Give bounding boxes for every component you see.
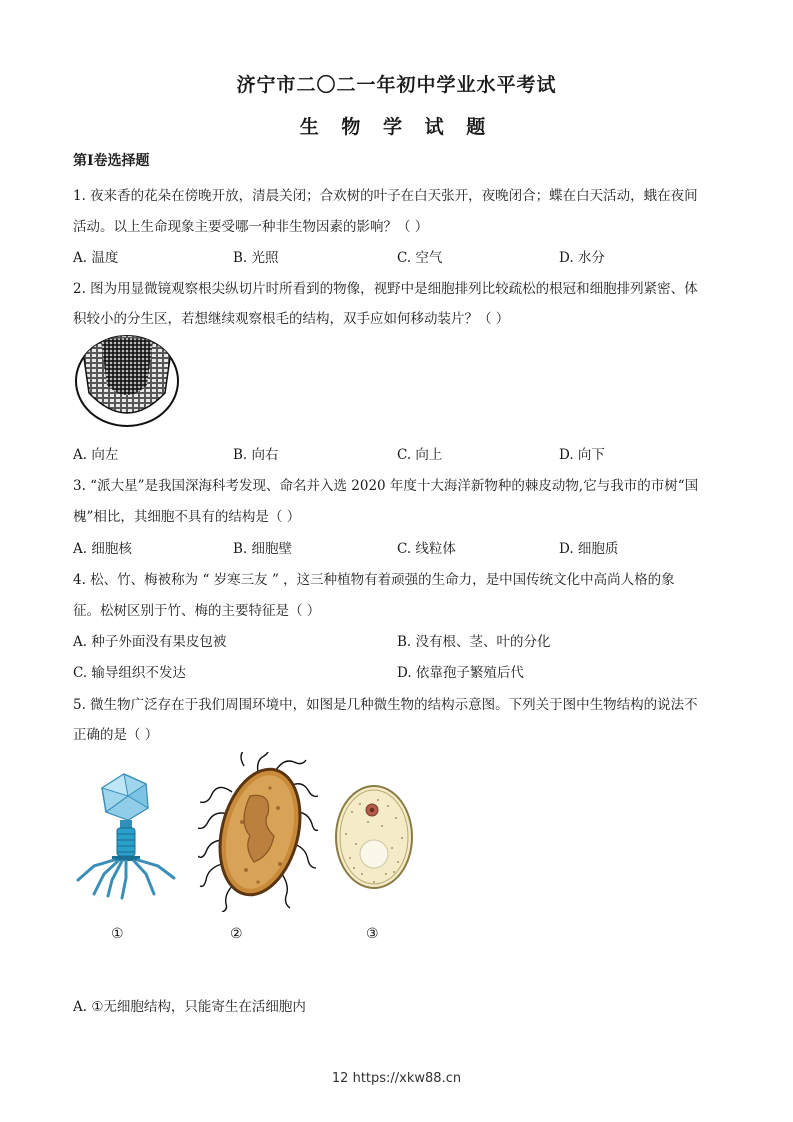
q4-option-c: C. 输导组织不发达 [73, 665, 186, 681]
q4-option-b: B. 没有根、茎、叶的分化 [397, 634, 551, 650]
q1-option-a: A. 温度 [73, 250, 119, 266]
q1-option-d: D. 水分 [559, 250, 605, 266]
root-tip-microscope-image [73, 333, 181, 429]
q4-option-d: D. 依靠孢子繁殖后代 [397, 665, 524, 681]
q1-option-b: B. 光照 [233, 250, 279, 266]
q3-text-line2: 槐”相比，其细胞不具有的结构是（ ） [73, 509, 301, 525]
q3-option-d: D. 细胞质 [559, 541, 619, 557]
q1-option-c: C. 空气 [397, 250, 443, 266]
q2-option-b: B. 向右 [233, 447, 279, 463]
figure-label-1: ① [111, 926, 124, 942]
page-footer: 12 https://xkw88.cn [331, 1071, 462, 1086]
figure-label-3: ③ [366, 926, 379, 942]
q5-option-a: A. ①无细胞结构，只能寄生在活细胞内 [73, 999, 306, 1015]
q1-text-line1: 1. 夜来香的花朵在傍晚开放，清晨关闭；合欢树的叶子在白天张开，夜晚闭合；蝶在白天活动，蛾在夜间 [73, 188, 698, 204]
q1-text-line2: 活动。以上生命现象主要受哪一种非生物因素的影响？（ ） [73, 219, 429, 235]
q2-text-line2: 积较小的分生区，若想继续观察根毛的结构，双手应如何移动装片？（ ） [73, 311, 510, 327]
figure-label-2: ② [230, 926, 243, 942]
q2-text-line1: 2. 图为用显微镜观察根尖纵切片时所看到的物像，视野中是细胞排列比较疏松的根冠和细胞排列紧密、体 [73, 281, 698, 297]
q4-text-line1: 4. 松、竹、梅被称为 “ 岁寒三友 ” ，这三种植物有着顽强的生命力，是中国传统文化中高尚人格的象 [73, 572, 675, 588]
q4-text-line2: 征。松树区别于竹、梅的主要特征是（ ） [73, 603, 321, 619]
q2-option-d: D. 向下 [559, 447, 605, 463]
exam-title: 济宁市二〇二一年初中学业水平考试 [236, 74, 557, 96]
bacterium-image [198, 752, 318, 912]
q3-text-line1: 3. “派大星”是我国深海科考发现、命名并入选 2020 年度十大海洋新物种的棘皮动物,它与我市的市树“国 [73, 478, 699, 494]
q2-option-c: C. 向上 [397, 447, 443, 463]
q4-option-a: A. 种子外面没有果皮包被 [73, 634, 227, 650]
yeast-cell-image [332, 782, 416, 892]
section-heading: 第Ⅰ卷选择题 [73, 153, 150, 169]
q3-option-a: A. 细胞核 [73, 541, 132, 557]
q5-text-line1: 5. 微生物广泛存在于我们周围环境中，如图是几种微生物的结构示意图。下列关于图中生物结构的说法不 [73, 697, 698, 713]
q3-option-c: C. 线粒体 [397, 541, 456, 557]
q3-option-b: B. 细胞壁 [233, 541, 293, 557]
q2-option-a: A. 向左 [73, 447, 119, 463]
bacteriophage-image [74, 770, 182, 902]
exam-subtitle: 生 物 学 试 题 [299, 116, 494, 138]
q5-text-line2: 正确的是（ ） [73, 727, 159, 743]
